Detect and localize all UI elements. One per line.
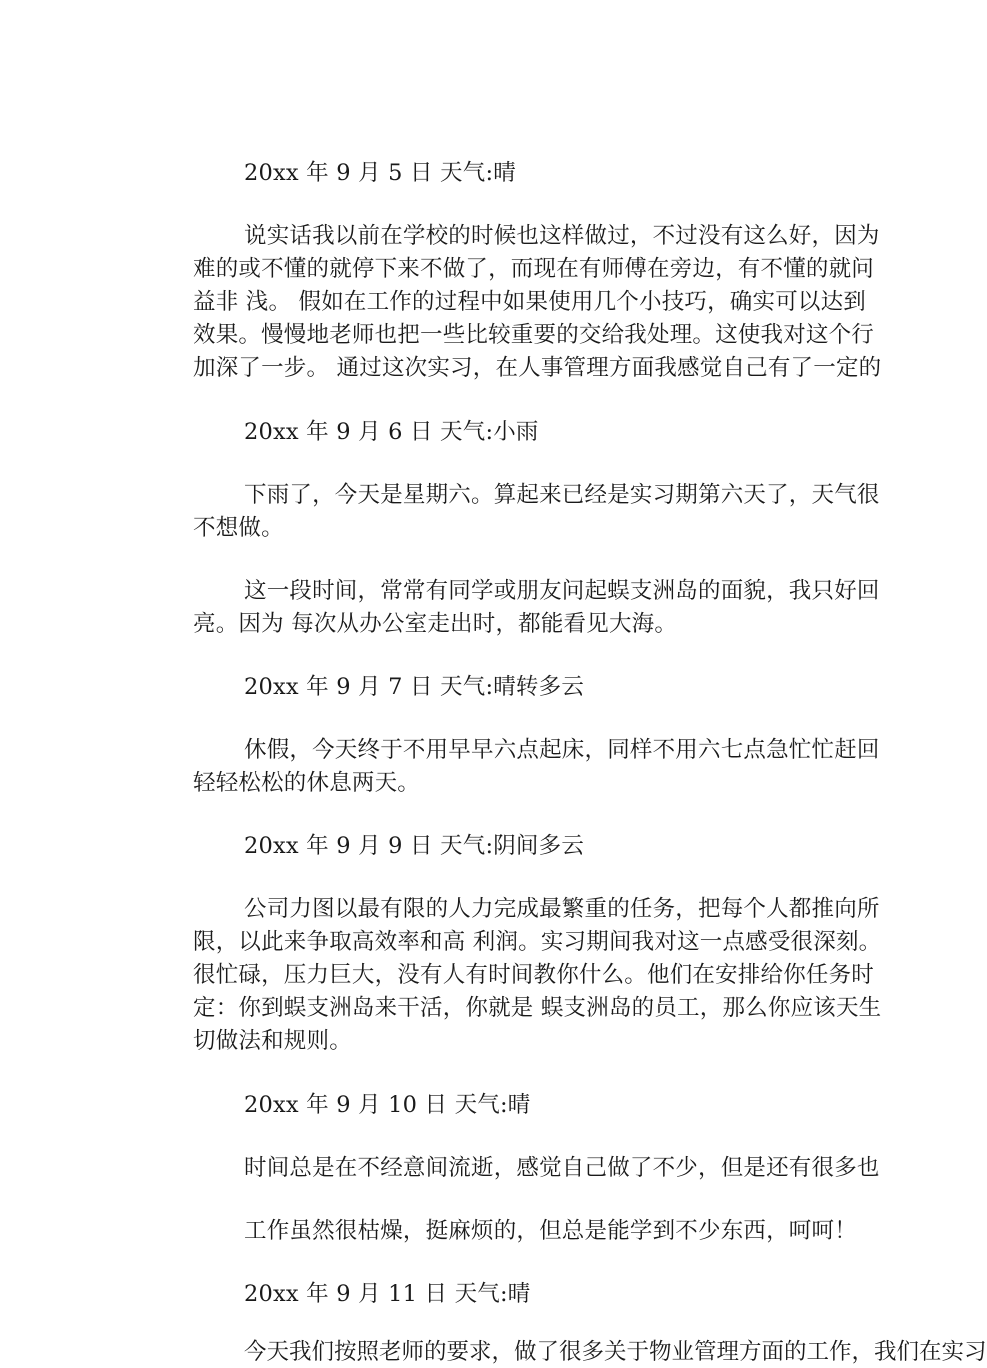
paragraph-line: 定：你到蜈支洲岛来干活，你就是 蜈支洲岛的员工，那么你应该天生 (193, 995, 882, 1021)
entry-heading: 20xx 年 9 月 6 日 天气:小雨 (244, 419, 539, 445)
paragraph-line: 工作虽然很枯燥，挺麻烦的，但总是能学到不少东西，呵呵！ (244, 1218, 857, 1244)
paragraph-line: 今天我们按照老师的要求，做了很多关于物业管理方面的工作，我们在实习 (244, 1339, 987, 1365)
entry-heading: 20xx 年 9 月 10 日 天气:晴 (244, 1092, 531, 1118)
paragraph-line: 说实话我以前在学校的时候也这样做过，不过没有这么好，因为 (244, 223, 880, 249)
paragraph-line: 休假，今天终于不用早早六点起床，同样不用六七点急忙忙赶回 (244, 737, 880, 763)
paragraph-line: 限，以此来争取高效率和高 利润。实习期间我对这一点感受很深刻。 (193, 929, 882, 955)
paragraph-line: 难的或不懂的就停下来不做了，而现在有师傅在旁边，有不懂的就问 (193, 256, 875, 282)
entry-heading: 20xx 年 9 月 9 日 天气:阴间多云 (244, 833, 585, 859)
paragraph-line: 这一段时间，常常有同学或朋友问起蜈支洲岛的面貌，我只好回 (244, 578, 880, 604)
paragraph-line: 公司力图以最有限的人力完成最繁重的任务，把每个人都推向所 (244, 896, 880, 922)
entry-heading: 20xx 年 9 月 7 日 天气:晴转多云 (244, 674, 585, 700)
paragraph-line: 很忙碌，压力巨大，没有人有时间教你什么。他们在安排给你任务时 (193, 962, 875, 988)
paragraph-line: 加深了一步。 通过这次实习，在人事管理方面我感觉自己有了一定的 (193, 355, 882, 381)
paragraph-line: 切做法和规则。 (193, 1028, 352, 1054)
entry-heading: 20xx 年 9 月 11 日 天气:晴 (244, 1281, 531, 1307)
paragraph-line: 时间总是在不经意间流逝，感觉自己做了不少，但是还有很多也 (244, 1155, 880, 1181)
paragraph-line: 益非 浅。 假如在工作的过程中如果使用几个小技巧，确实可以达到 (193, 289, 867, 315)
cut-off-line (193, 1326, 987, 1365)
entry-heading: 20xx 年 9 月 5 日 天气:晴 (244, 160, 516, 186)
paragraph-line: 效果。慢慢地老师也把一些比较重要的交给我处理。这使我对这个行 (193, 322, 875, 348)
paragraph-line: 下雨了，今天是星期六。算起来已经是实习期第六天了，天气很 (244, 482, 880, 508)
paragraph-line: 亮。因为 每次从办公室走出时，都能看见大海。 (193, 611, 678, 637)
paragraph-line: 轻轻松松的休息两天。 (193, 770, 421, 796)
paragraph-line: 不想做。 (193, 515, 284, 541)
